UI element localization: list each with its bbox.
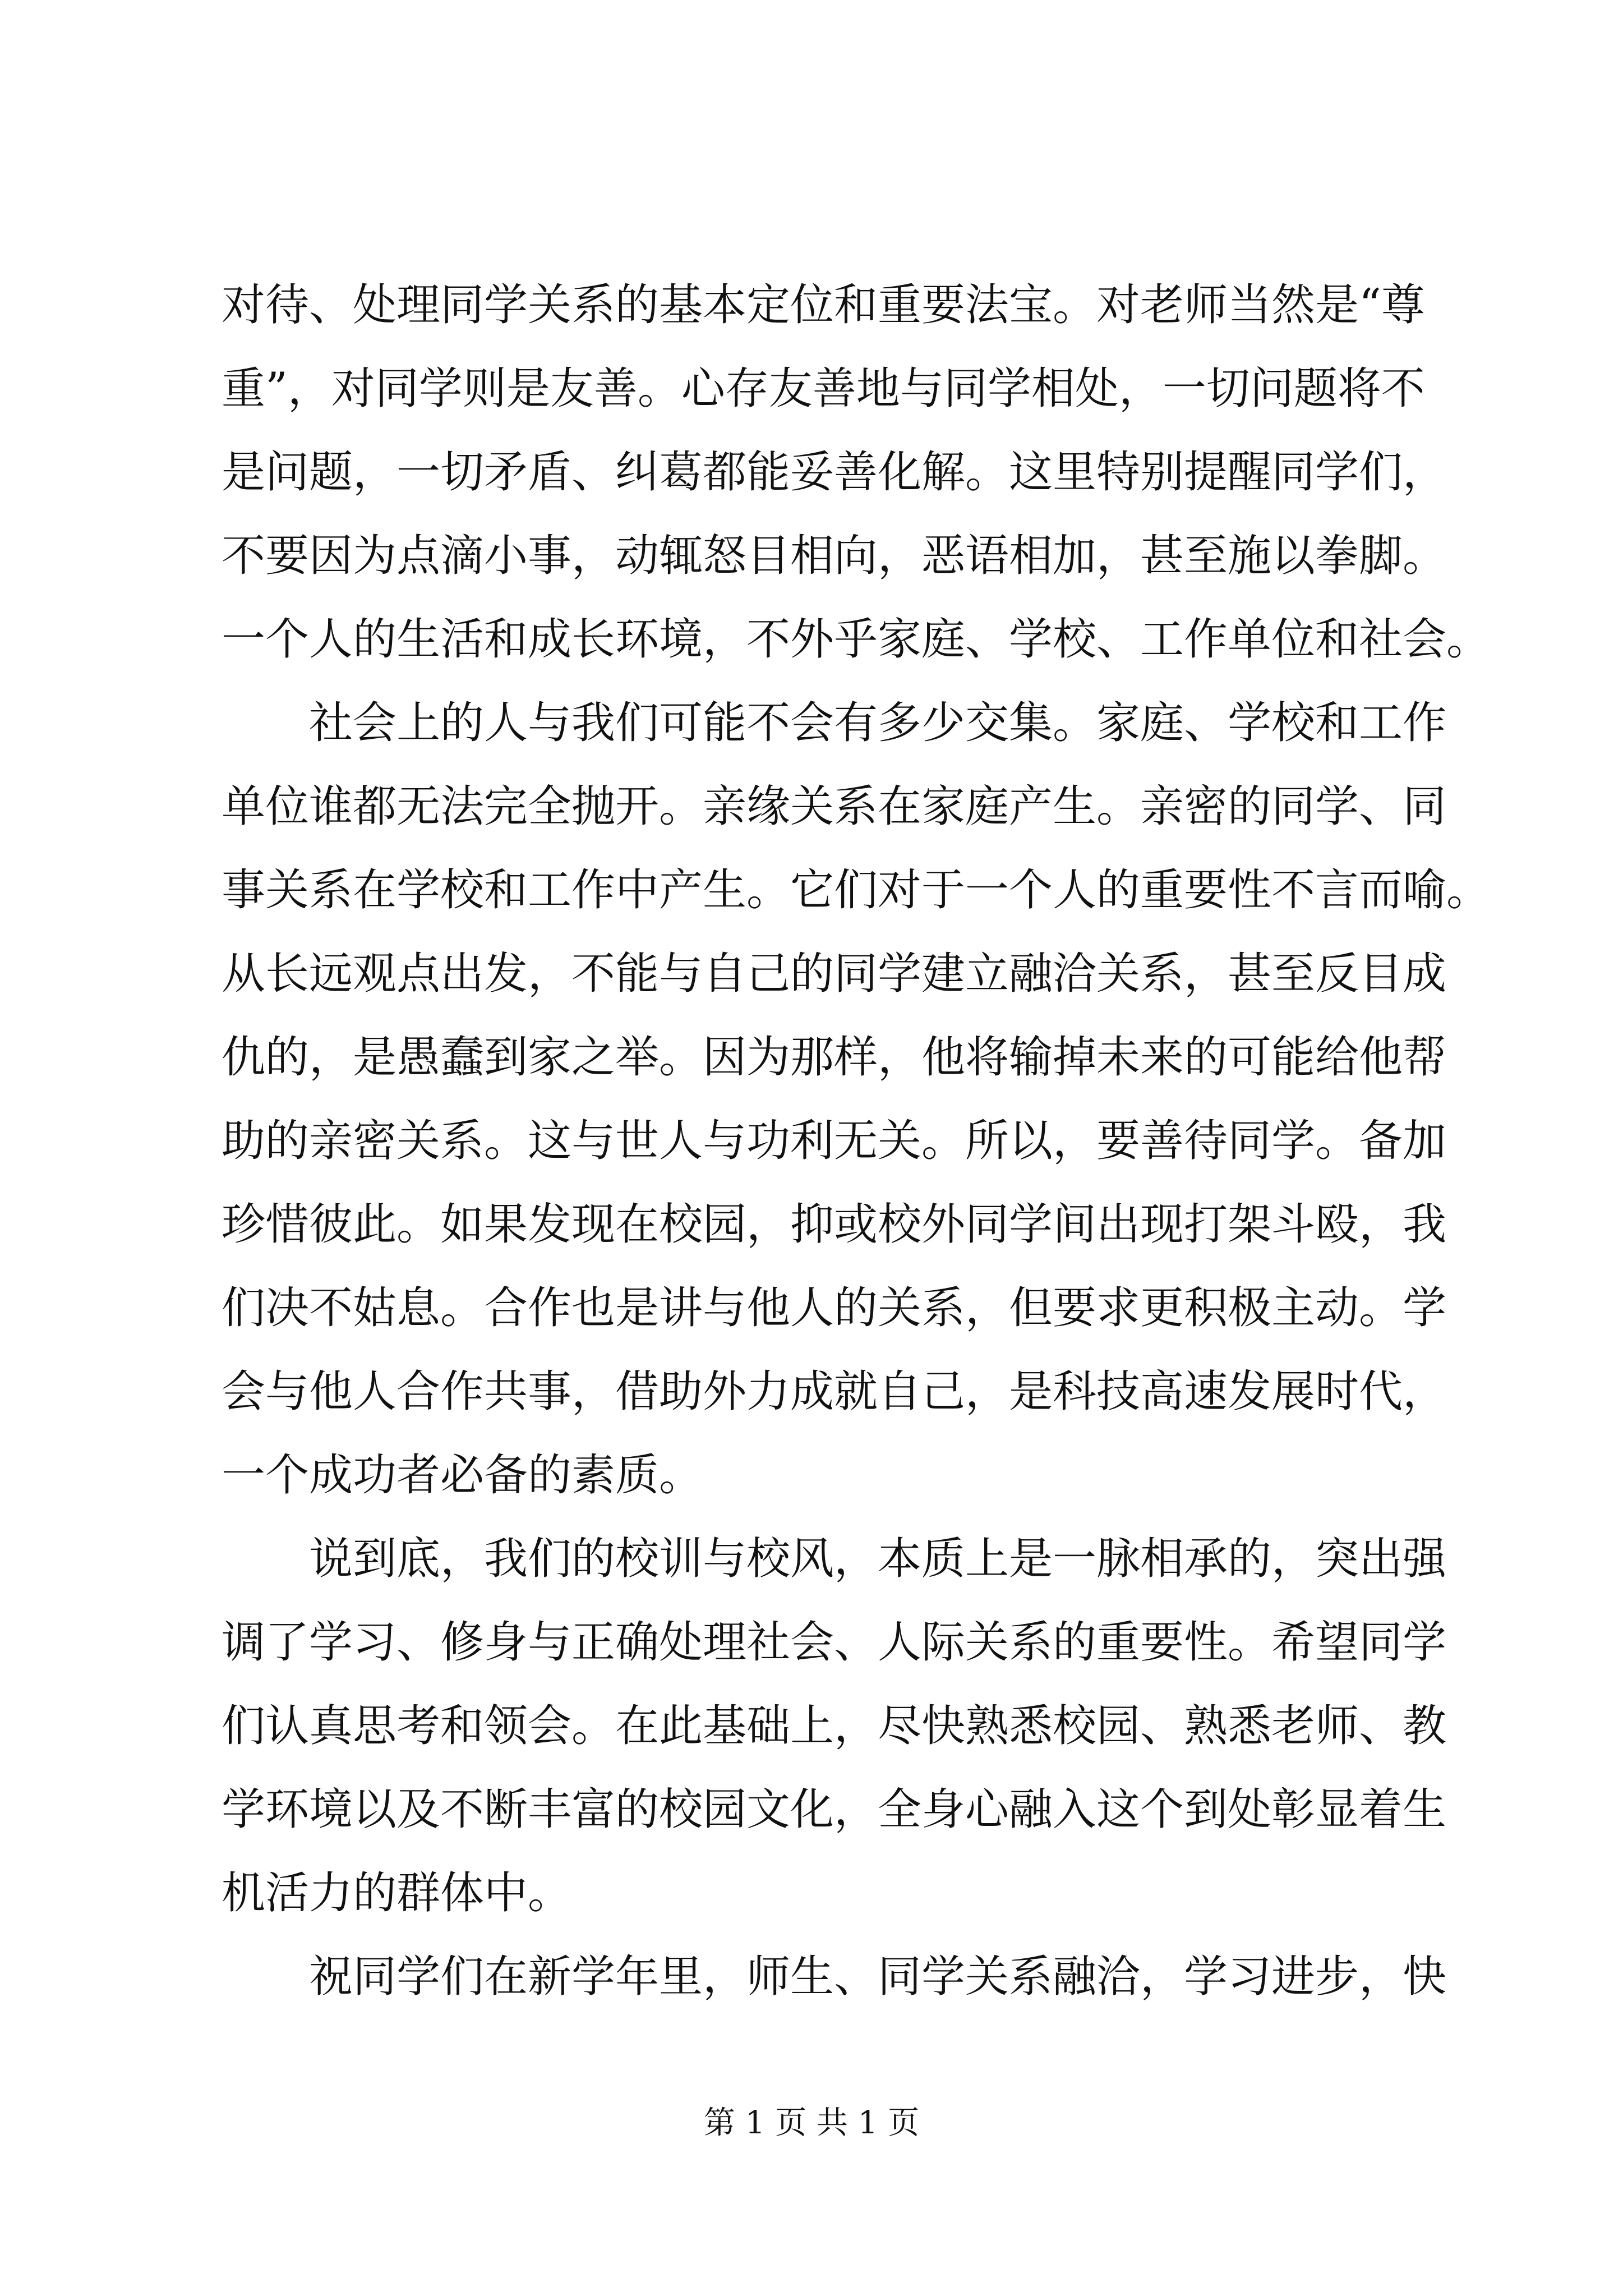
text-line: 珍惜彼此。如果发现在校园，抑或校外同学间出现打架斗殴，我 — [222, 1199, 1447, 1250]
text-line: 学环境以及不断丰富的校园文化，全身心融入这个到处彰显着生 — [222, 1784, 1447, 1835]
text-line: 是问题，一切矛盾、纠葛都能妥善化解。这里特别提醒同学们， — [222, 447, 1447, 498]
text-line: 从长远观点出发，不能与自己的同学建立融洽关系，甚至反目成 — [222, 949, 1447, 999]
paragraph-2 — [222, 682, 1491, 1517]
page-footer — [0, 2104, 1623, 2143]
text-line: 祝同学们在新学年里，师生、同学关系融洽，学习进步，快 — [309, 1952, 1447, 2002]
paragraph-3 — [222, 1517, 1447, 1935]
text-line: 们决不姑息。合作也是讲与他人的关系，但要求更积极主动。学 — [222, 1283, 1447, 1333]
paragraph-4 — [222, 1935, 1447, 2019]
text-line: 对待、处理同学关系的基本定位和重要法宝。对老师当然是“尊 — [222, 280, 1425, 330]
text-line: 单位谁都无法完全抛开。亲缘关系在家庭产生。亲密的同学、同 — [222, 781, 1447, 832]
text-line: 机活力的群体中。 — [222, 1868, 572, 1918]
text-line: 一个人的生活和成长环境，不外乎家庭、学校、工作单位和社会。 — [222, 614, 1491, 665]
text-line: 说到底，我们的校训与校风，本质上是一脉相承的，突出强 — [309, 1534, 1447, 1584]
text-line: 们认真思考和领会。在此基础上，尽快熟悉校园、熟悉老师、教 — [222, 1701, 1447, 1751]
text-line: 仇的，是愚蠢到家之举。因为那样，他将输掉未来的可能给他帮 — [222, 1032, 1447, 1083]
text-line: 社会上的人与我们可能不会有多少交集。家庭、学校和工作 — [309, 698, 1447, 748]
text-line: 重”，对同学则是友善。心存友善地与同学相处，一切问题将不 — [222, 364, 1425, 414]
document-body — [222, 264, 1491, 2019]
text-line: 助的亲密关系。这与世人与功利无关。所以，要善待同学。备加 — [222, 1116, 1447, 1166]
text-line: 事关系在学校和工作中产生。它们对于一个人的重要性不言而喻。 — [222, 865, 1491, 915]
text-line: 调了学习、修身与正确处理社会、人际关系的重要性。希望同学 — [222, 1617, 1447, 1668]
text-line: 一个成功者必备的素质。 — [222, 1450, 703, 1501]
page-number: 第 1 页 共 1 页 — [703, 2105, 920, 2141]
paragraph-1 — [222, 264, 1491, 682]
text-line: 不要因为点滴小事，动辄怒目相向，恶语相加，甚至施以拳脚。 — [222, 531, 1447, 581]
text-line: 会与他人合作共事，借助外力成就自己，是科技高速发展时代， — [222, 1366, 1447, 1417]
